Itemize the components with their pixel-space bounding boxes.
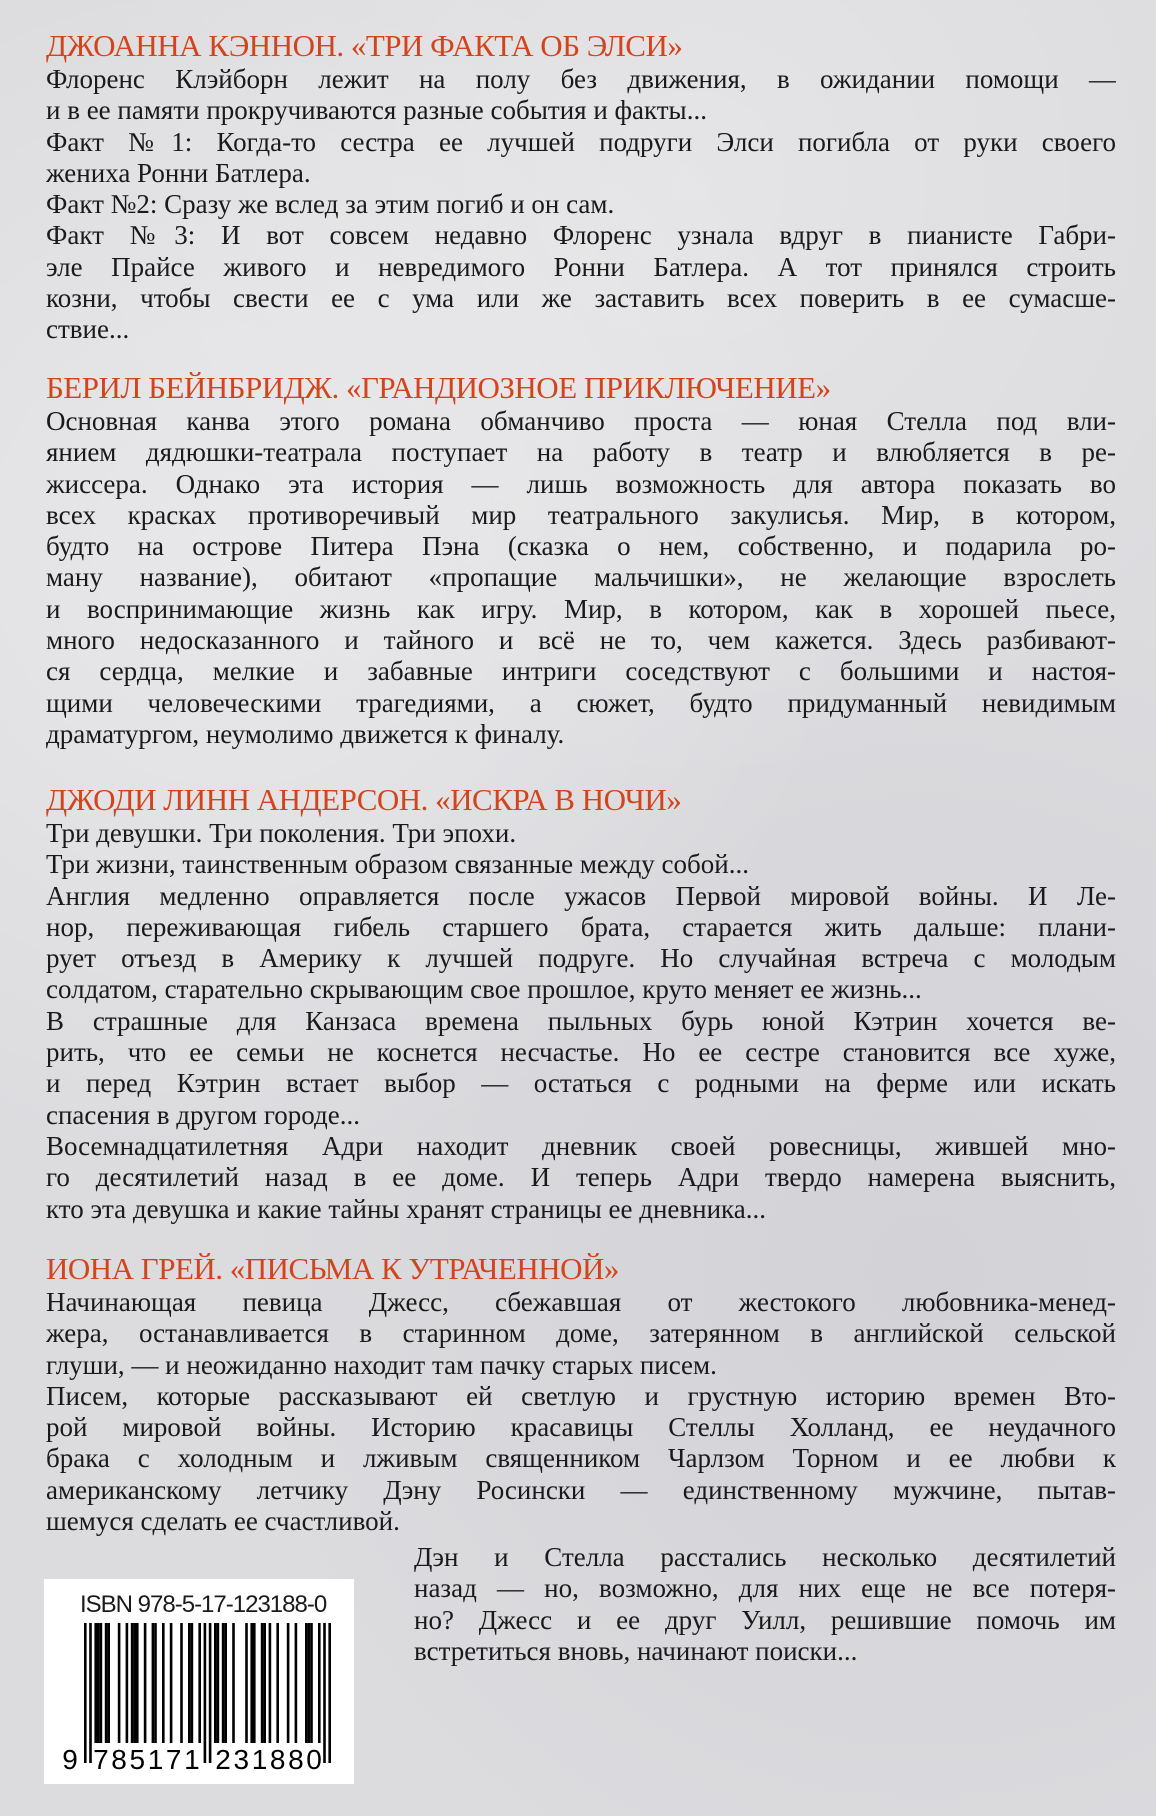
text-line: Восемнадцатилетняя Адри находит дневник своей ровесницы, жившей мно- [46,1130,1116,1161]
text-line: Три девушки. Три поколения. Три эпохи. [46,818,517,848]
barcode-bar [107,1623,110,1743]
text-line: встретиться вновь, начинают поиски... [414,1635,858,1666]
isbn-barcode [44,1579,354,1784]
barcode-bar [245,1623,248,1743]
paragraph [46,881,1116,1006]
book-blurb-1 [46,28,1116,346]
isbn-label: ISBN 978-5-17-123188-0 [80,1591,327,1618]
barcode-bar [170,1623,173,1743]
barcode-bar [144,1623,147,1743]
paragraph [46,818,1116,849]
barcode-digit: 0 [306,1744,322,1773]
barcode-bar [253,1623,256,1743]
paragraph [46,849,1116,880]
barcode-bar [295,1623,298,1743]
paragraph [46,127,1116,190]
barcode-bar [204,1623,207,1763]
barcode-digit: 7 [93,1744,109,1773]
text-line: всех красках противоречивый мир театрального закулисья. Мир, в котором, [46,499,1116,530]
paragraph [46,220,1116,345]
text-line: янием дядюшки-театрала поступает на работу в театр и влюбляется в ре- [46,437,1116,468]
paragraph [46,406,1116,750]
paragraph [46,1131,1116,1225]
barcode-bar [162,1623,165,1743]
paragraph [46,1381,1116,1537]
text-line: и перед Кэтрин встает выбор — остаться с родными на ферме или искать [46,1068,1116,1099]
text-line: шемуся сделать ее счастливой. [46,1506,400,1537]
text-line: В страшные для Канзаса времена пыльных бурь юной Кэтрин хочется ве- [46,1005,1116,1036]
text-line: Писем, которые рассказывают ей светлую и грустную историю времен Вто- [46,1380,1116,1411]
barcode-digit: 3 [233,1744,250,1773]
barcode-bar [263,1623,266,1743]
text-line: назад — но, возможно, для них еще не все потеря- [414,1573,1116,1604]
paragraph [46,1287,1116,1381]
barcode-bar [136,1623,139,1743]
book-blurb-3 [46,782,1116,1225]
barcode-bar [318,1623,321,1743]
book-blurb-4 [46,1251,1116,1537]
barcode-digit: 5 [129,1744,146,1773]
paragraph [46,1006,1116,1131]
text-line: спасения в другом городе... [46,1099,360,1130]
text-line: будто на острове Питера Пэна (сказка о нем, собственно, и подарила ро- [46,531,1116,562]
text-line: глуши, — и неожиданно находит там пачку старых писем. [46,1349,717,1380]
book-title: ДЖОДИ ЛИНН АНДЕРСОН. «ИСКРА В НОЧИ» [46,782,682,817]
barcode-bar [100,1623,103,1743]
text-line: щими человеческими трагедиями, а сюжет, будто придуманный невидимым [46,687,1116,718]
text-line: брака с холодным и лживым священником Чарлзом Торном и ее любви к [46,1443,1116,1474]
text-line: ствие... [46,314,130,345]
barcode-digit: 7 [165,1744,182,1773]
closing-paragraph [414,1542,1116,1667]
barcode-bar [310,1623,313,1743]
barcode-bar [287,1623,290,1743]
barcode-bar [89,1623,92,1763]
text-line: и в ее памяти прокручиваются разные события и факты... [46,95,707,126]
book-title: ИОНА ГРЕЙ. «ПИСЬМА К УТРАЧЕННОЙ» [46,1251,619,1286]
barcode-bar [276,1623,279,1743]
book-title: ДЖОАННА КЭННОН. «ТРИ ФАКТА ОБ ЭЛСИ» [46,28,683,63]
barcode-bar [131,1623,134,1743]
text-line: ману название), обитают «пропащие мальчишки», не желающие взрослеть [46,562,1116,593]
text-line: го десятилетий назад в ее доме. И теперь Адри твердо намерена выяснить, [46,1162,1116,1193]
text-line: ся сердца, мелкие и забавные интриги соседствуют с большими и настоя- [46,656,1116,687]
paragraph [46,189,1116,220]
paragraph [46,64,1116,127]
barcode-bar [224,1623,227,1743]
barcode-bar [217,1623,220,1743]
book-blurb-2 [46,370,1116,750]
barcode-bar [180,1623,183,1743]
text-line: но? Джесс и ее друг Уилл, решившие помочь им [414,1604,1116,1635]
barcode-bar [214,1623,217,1743]
text-line: рить, что ее семьи не коснется несчастье. Но ее сестре становится все хуже, [46,1037,1116,1068]
text-line: Начинающая певица Джесс, сбежавшая от жестокого любовника-менед- [46,1287,1116,1317]
text-line: рует отъезд в Америку к лучшей подруге. Но случайная встреча с молодым [46,943,1116,974]
barcode-bar [261,1623,264,1743]
barcode-bar [105,1623,108,1743]
text-line: жера, останавливается в старинном доме, затерянном в английской сельской [46,1318,1116,1349]
barcode-bar [222,1623,225,1743]
text-line: драматургом, неумолимо движется к финалу. [46,718,565,749]
barcode-bar [191,1623,194,1743]
text-line: Три жизни, таинственным образом связанные между собой... [46,849,749,880]
text-line: эле Прайсе живого и невредимого Ронни Батлера. А тот принялся строить [46,251,1116,282]
barcode-digit: 1 [184,1744,200,1773]
barcode-digit: 1 [251,1744,268,1773]
barcode-bar [209,1623,212,1763]
book-title: БЕРИЛ БЕЙНБРИДЖ. «ГРАНДИОЗНОЕ ПРИКЛЮЧЕНИЕ» [46,370,831,405]
text-line: Англия медленно оправляется после ужасов Первой мировой войны. И Ле- [46,880,1116,911]
barcode-bar [84,1623,87,1763]
barcode-bar [232,1623,235,1743]
text-line: жиссера. Однако эта история — лишь возможность для автора показать во [46,468,1116,499]
barcode-bar [198,1623,201,1743]
barcode-digit: 8 [288,1744,304,1773]
text-line: Факт №2: Сразу же вслед за этим погиб и он сам. [46,189,615,220]
text-line: Дэн и Стелла расстались несколько десятилетий [414,1542,1116,1572]
barcode-bar [152,1623,155,1743]
text-line: американскому летчику Дэну Росински — единственному мужчине, пытав- [46,1474,1116,1505]
text-line: много недосказанного и тайного и всё не то, чем кажется. Здесь разбивают- [46,625,1116,656]
barcode-digit: 1 [147,1744,164,1773]
barcode-bar [269,1623,272,1743]
barcode-bar [250,1623,253,1743]
text-line: кто эта девушка и какие тайны хранят страницы ее дневника... [46,1193,766,1224]
text-line: нор, переживающая гибель старшего брата, старается жить дальше: плани- [46,911,1116,942]
barcode-bars [62,1623,338,1773]
barcode-bar [97,1623,100,1743]
text-line: Флоренс Клэйборн лежит на полу без движения, в ожидании помощи — [46,64,1116,94]
barcode-bar [305,1623,308,1743]
barcode-bar [94,1623,97,1743]
barcode-digit: 2 [215,1744,231,1773]
barcode-bar [154,1623,157,1743]
barcode-bar [323,1623,326,1763]
barcode-digit: 9 [62,1744,78,1773]
text-line: Факт №3: И вот совсем недавно Флоренс узнала вдруг в пианисте Габри- [46,220,1116,251]
text-line: рой мировой войны. Историю красавицы Стеллы Холланд, ее неудачного [46,1412,1116,1443]
text-line: Основная канва этого романа обманчиво проста — юная Стелла под вли- [46,406,1116,436]
barcode-bar [308,1623,311,1743]
text-line: Факт №1: Когда-то сестра ее лучшей подруги Элси погибла от руки своего [46,126,1116,157]
barcode-digit: 8 [111,1744,127,1773]
barcode-bar [118,1623,121,1743]
barcode-bar [133,1623,136,1743]
text-line: и воспринимающие жизнь как игру. Мир, в котором, как в хорошей пьесе, [46,593,1116,624]
barcode-digit: 8 [269,1744,286,1773]
text-line: козни, чтобы свести ее с ума или же заставить всех поверить в ее сумасше- [46,283,1116,314]
text-line: солдатом, старательно скрывающим свое прошлое, круто меняет ее жизнь... [46,974,922,1005]
barcode-bar [126,1623,129,1743]
barcode-bar [188,1623,191,1743]
text-line: жениха Ронни Батлера. [46,157,311,188]
barcode-bar [328,1623,331,1763]
